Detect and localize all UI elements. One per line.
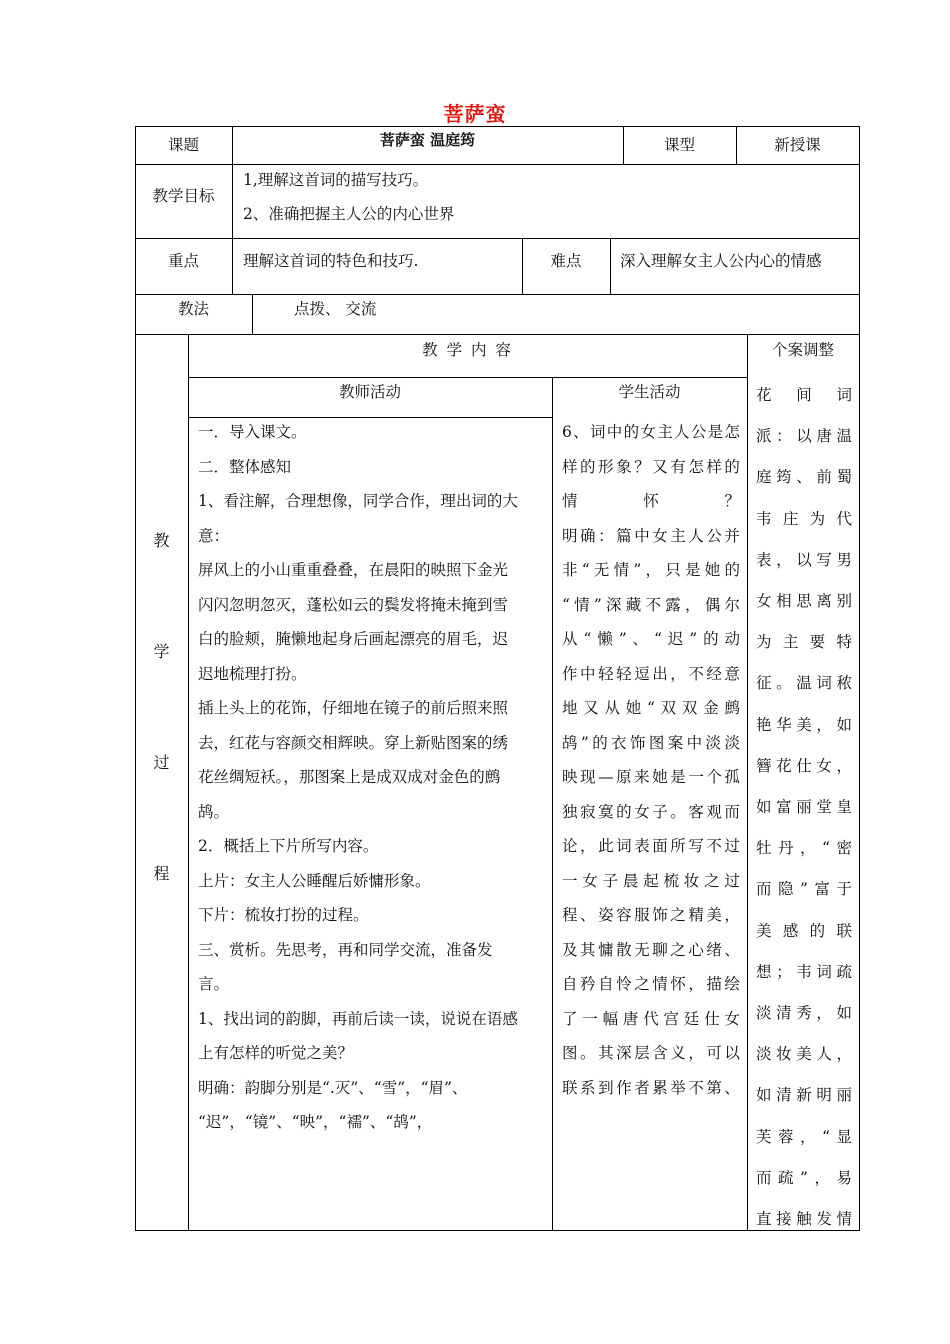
text-line: 论 ， 此 词 表 面 所 写 不 过	[562, 837, 740, 855]
text-line: 联 系 到 作 者 累 举 不 第 、	[562, 1078, 740, 1097]
student-activity	[562, 415, 740, 1105]
text-line: 及 其 慵 散 无 聊 之 心 绪 、	[562, 940, 740, 959]
teacher-header: 教师活动	[338, 383, 401, 401]
method-label: 教法	[177, 300, 209, 318]
text-line: 而 隐 ” 富 于	[756, 880, 852, 899]
text-line: 从 “ 懒 ” 、 “ 迟 ” 的 动	[562, 630, 740, 648]
text-line: 征 。 温 词 秾	[756, 674, 852, 693]
text-line: 为 主 要 特	[756, 633, 852, 652]
text-line: 女 相 思 离 别	[756, 592, 852, 611]
text-line: 如 富 丽 堂 皇	[756, 798, 852, 817]
text-line: 牡 丹 ， “ 密	[756, 839, 852, 858]
text-line: 1、找出词的韵脚，再前后读一读，说说在语感	[198, 1009, 518, 1028]
process-side-char: 过	[153, 753, 170, 772]
text-line: 去，红花与容颜交相辉映。穿上新贴图案的绣	[198, 733, 509, 752]
document-title: 菩萨蛮	[443, 102, 507, 126]
text-line: 程 、 姿 容 服 饰 之 精 美 ，	[562, 906, 740, 924]
text-line: 想 ； 韦 词 疏	[756, 962, 852, 981]
text-line: 图 。 其 深 层 含 义 ， 可 以	[562, 1044, 740, 1062]
text-line: 三、赏析。先思考，再和同学交流，准备发	[198, 940, 493, 959]
text-line: 芙 蓉 ， “ 显	[756, 1127, 852, 1146]
text-line: 1、看注解，合理想像，同学合作，理出词的大	[198, 492, 518, 510]
text-line: 艳 华 美 ， 如	[756, 715, 852, 734]
text-line: 2．概括上下片所写内容。	[198, 837, 379, 855]
text-line: 独 寂 寞 的 女 子 。 客 观 而	[562, 802, 740, 821]
text-line: 了 一 幅 唐 代 宫 廷 仕 女	[562, 1009, 740, 1028]
text-line: 迟地梳理打扮。	[198, 664, 307, 683]
text-line: 明 确 ： 篇 中 女 主 人 公 并	[562, 526, 740, 545]
text-line: 一 女 子 晨 起 梳 妆 之 过	[562, 871, 740, 890]
text-line: 白的脸颊，腌懒地起身后画起漂亮的眉毛，迟	[198, 630, 509, 648]
text-line: 插上头上的花饰，仔细地在镜子的前后照来照	[198, 699, 509, 717]
lesson-type-value: 新授课	[774, 136, 821, 154]
lesson-type-label: 课型	[663, 136, 695, 154]
text-line: 鸪 ” 的 衣 饰 图 案 中 淡 淡	[562, 733, 740, 752]
text-line: 作 中 轻 轻 逗 出 ， 不 经 意	[562, 664, 740, 683]
text-line: 一．导入课文。	[198, 423, 307, 441]
text-line: 言。	[198, 975, 230, 993]
goal-item: 2、准确把握主人公的内心世界	[243, 205, 455, 223]
text-line: 淡 妆 美 人 ，	[756, 1045, 852, 1064]
text-line: 簪 花 仕 女 ，	[756, 756, 852, 775]
topic-label: 课题	[167, 136, 199, 154]
topic-value: 菩萨蛮 温庭筠	[379, 131, 476, 149]
text-line: 庭 筠 、 前 蜀	[756, 468, 852, 487]
difficulty-label: 难点	[550, 252, 582, 270]
text-line: 闪闪忽明忽灭，蓬松如云的鬓发将掩未掩到雪	[198, 595, 509, 614]
text-line: 直 接 触 发 情	[756, 1210, 852, 1229]
text-line: 上片：女主人公睡醒后娇慵形象。	[198, 871, 431, 890]
adjust-header: 个案调整	[771, 341, 834, 359]
text-line: 花丝绸短袄。，那图案上是成双成对金色的鹧	[198, 768, 501, 786]
text-line: 情 怀 ？	[562, 492, 740, 510]
case-adjustment	[756, 375, 852, 1240]
process-side-char: 程	[153, 864, 170, 883]
content-header: 教 学 内 容	[422, 341, 513, 359]
text-line: 派 ： 以 唐 温	[756, 427, 852, 446]
text-line: 屏风上的小山重重叠叠，在晨阳的映照下金光	[198, 561, 509, 579]
process-side-char: 学	[153, 642, 170, 661]
text-line: 地 又 从 她 “ 双 双 金 鹧	[562, 699, 740, 717]
keypoint-label: 重点	[167, 252, 199, 270]
process-side-char: 教	[153, 531, 170, 550]
text-line: 下片：梳妆打扮的过程。	[198, 906, 369, 924]
text-line: 非 “ 无 情 ” ， 只 是 她 的	[562, 561, 740, 579]
method-value: 点拨、 交流	[294, 300, 377, 318]
text-line: 自 矜 自 怜 之 情 怀 ， 描 绘	[562, 975, 740, 993]
text-line: “ 情 ” 深 藏 不 露 ， 偶 尔	[562, 595, 740, 614]
goals-label: 教学目标	[152, 187, 215, 205]
text-line: 意：	[198, 526, 230, 545]
text-line: 6 、 词 中 的 女 主 人 公 是 怎	[562, 423, 740, 441]
text-line: 上有怎样的听觉之美？	[198, 1044, 354, 1062]
keypoint-value: 理解这首词的特色和技巧.	[243, 252, 419, 270]
student-header: 学生活动	[618, 383, 681, 401]
text-line: 淡 清 秀 ， 如	[756, 1004, 852, 1023]
text-line: 明确：韵脚分别是“.灭”、“雪”，“眉”、	[198, 1078, 468, 1097]
text-line: 花 间 词	[756, 386, 852, 404]
text-line: 如 清 新 明 丽	[756, 1086, 852, 1105]
text-line: 表 ， 以 写 男	[756, 550, 852, 569]
text-line: 二．整体感知	[198, 457, 292, 476]
difficulty-value: 深入理解女主人公内心的情感	[620, 252, 822, 270]
text-line: 样 的 形 象 ？ 又 有 怎 样 的	[562, 457, 740, 476]
teacher-activity	[198, 415, 543, 1140]
text-line: “迟”，“镜”、“映”，“襦”、“鸪”，	[198, 1113, 433, 1131]
text-line: 鸪。	[198, 802, 230, 821]
text-line: 映 现 — 原 来 她 是 一 个 孤	[562, 768, 740, 786]
text-line: 美 感 的 联	[756, 921, 852, 940]
goal-item: 1,理解这首词的描写技巧。	[243, 171, 429, 189]
text-line: 而 疏 ” ， 易	[756, 1168, 852, 1187]
text-line: 韦 庄 为 代	[756, 509, 852, 528]
